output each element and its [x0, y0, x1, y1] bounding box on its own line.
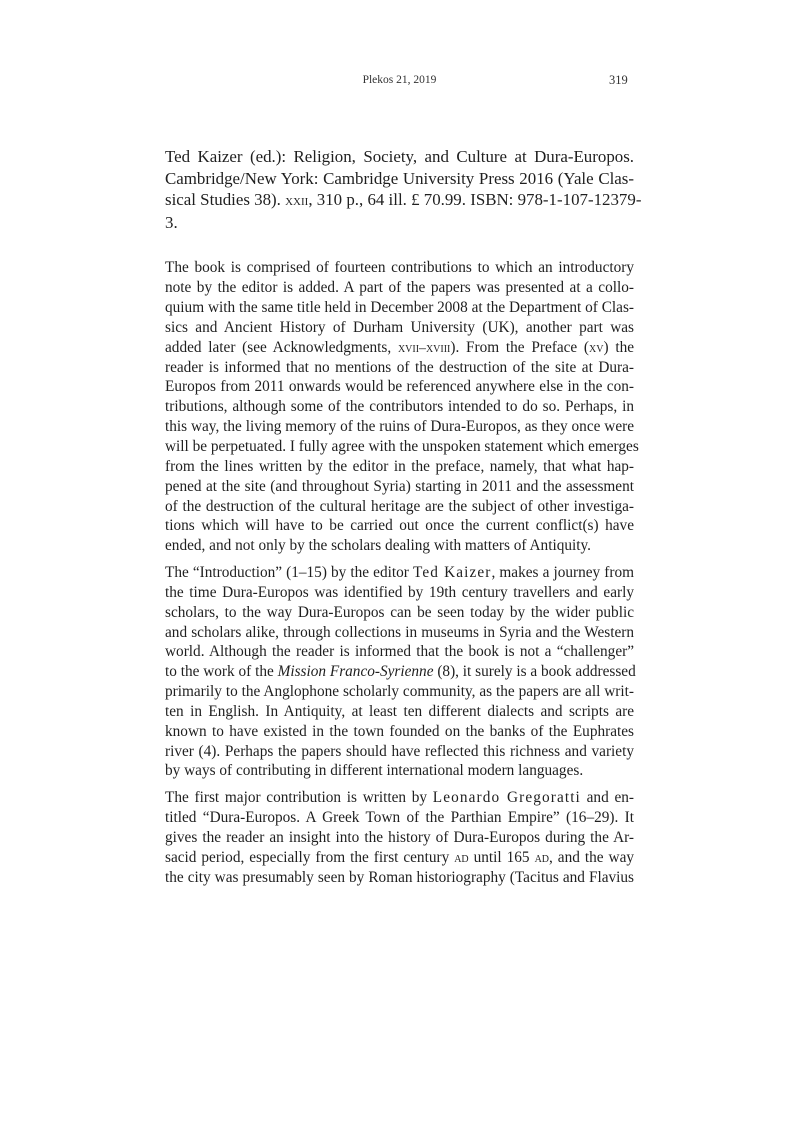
text-line	[165, 563, 634, 583]
text-segment: , and the way	[549, 848, 635, 866]
text-line: titled “Dura-Europos. A Greek Town of the Parthian Empire” (16–29). It	[165, 809, 634, 827]
small-caps-era: ad	[454, 849, 469, 865]
page-number: 319	[609, 73, 628, 87]
text-line: quium with the same title held in December 2008 at the Department of Clas-	[165, 299, 634, 317]
text-line: gives the reader an insight into the history of Dura-Europos during the Ar-	[165, 829, 634, 846]
paragraph-first-contribution	[165, 788, 634, 887]
text-line: known to have existed in the town founded on the banks of the Euphrates	[165, 722, 634, 740]
text-line	[165, 338, 634, 358]
text-segment: to the work of the	[165, 663, 278, 681]
text-segment: (8), it surely is a book addressed	[433, 663, 636, 681]
text-segment: ) the	[603, 338, 635, 356]
text-line: The book is comprised of fourteen contributions to which an introductory	[165, 259, 634, 277]
text-segment: , 310 p., 64 ill. £ 70.99. ISBN: 978-1-107-12379-	[308, 190, 642, 210]
text-line: world. Although the reader is informed that the book is not a “challenger”	[165, 643, 634, 661]
text-segment: The “Introduction” (1–15) by the editor	[165, 564, 413, 582]
text-line: of the destruction of the cultural heritage are the subject of other investiga-	[165, 497, 634, 515]
text-segment: added later (see Acknowledgments,	[165, 338, 398, 356]
text-line: the time Dura-Europos was identified by 19th century travellers and early	[165, 583, 634, 601]
text-line: sics and Ancient History of Durham University (UK), another part was	[165, 318, 634, 336]
citation-line: Ted Kaizer (ed.): Religion, Society, and Culture at Dura-Europos.	[165, 147, 634, 166]
author-name: Ted Kaizer	[412, 564, 492, 582]
text-line: tions which will have to be carried out once the current conflict(s) have	[165, 517, 634, 535]
citation-line: Cambridge/New York: Cambridge University Press 2016 (Yale Clas-	[165, 168, 634, 188]
review-body	[165, 146, 642, 888]
text-segment: and en-	[580, 789, 634, 807]
small-caps-era: ad	[534, 849, 550, 865]
text-line	[165, 848, 634, 868]
text-line: by ways of contributing in different international modern languages.	[165, 762, 584, 780]
text-line: reader is informed that no mentions of the destruction of the site at Dura-	[165, 358, 634, 376]
text-line: Europos from 2011 onwards would be referenced anywhere else in the con-	[165, 378, 634, 396]
text-line: river (4). Perhaps the papers should have reflected this richness and variety	[165, 742, 634, 760]
text-line: this way, the living memory of the ruins of Dura-Europos, as they once were	[165, 418, 634, 436]
text-line: ended, and not only by the scholars dealing with matters of Antiquity.	[165, 537, 591, 555]
text-segment: , makes a journey from	[491, 564, 634, 582]
small-caps-roman-numeral: xxii	[285, 192, 309, 210]
text-line: primarily to the Anglophone scholarly community, as the papers are all writ-	[165, 683, 634, 701]
text-line	[165, 788, 634, 808]
paragraph-introduction	[165, 563, 634, 781]
text-segment: sical Studies 38).	[165, 190, 286, 210]
text-line: pened at the site (and throughout Syria) starting in 2011 and the assessment	[165, 477, 634, 495]
running-header	[0, 74, 799, 94]
text-line: will be perpetuated. I fully agree with the unspoken statement which emerges	[165, 437, 639, 455]
italic-work-title: Mission Franco-Syrienne	[277, 663, 434, 681]
text-segment: ). From the Preface (	[450, 338, 590, 356]
journal-title: Plekos 21, 2019	[362, 74, 437, 86]
text-line	[165, 662, 634, 682]
paragraph-overview	[165, 258, 639, 556]
text-line: scholars, to the way Dura-Europos can be seen today by the wider public	[165, 603, 634, 621]
text-segment: The first major contribution is written by	[165, 789, 433, 807]
small-caps-roman-numeral: xv	[589, 339, 604, 355]
text-line: tributions, although some of the contributors intended to do so. Perhaps, in	[165, 398, 634, 416]
text-segment: sacid period, especially from the first century	[165, 848, 455, 866]
citation-line	[165, 189, 642, 212]
text-line: note by the editor is added. A part of the papers was presented at a collo-	[165, 279, 634, 297]
text-line: the city was presumably seen by Roman historiography (Tacitus and Flavius	[165, 868, 634, 886]
author-name: Leonardo Gregoratti	[432, 789, 581, 807]
text-segment: until 165	[468, 848, 535, 866]
bibliographic-citation	[165, 146, 642, 233]
text-line: ten in English. In Antiquity, at least ten different dialects and scripts are	[165, 702, 634, 720]
text-line: from the lines written by the editor in the preface, namely, that what hap-	[165, 457, 634, 475]
citation-line: 3.	[165, 212, 178, 232]
text-line: and scholars alike, through collections in museums in Syria and the Western	[165, 623, 634, 641]
small-caps-roman-numeral: xvii–xviii	[397, 339, 451, 355]
